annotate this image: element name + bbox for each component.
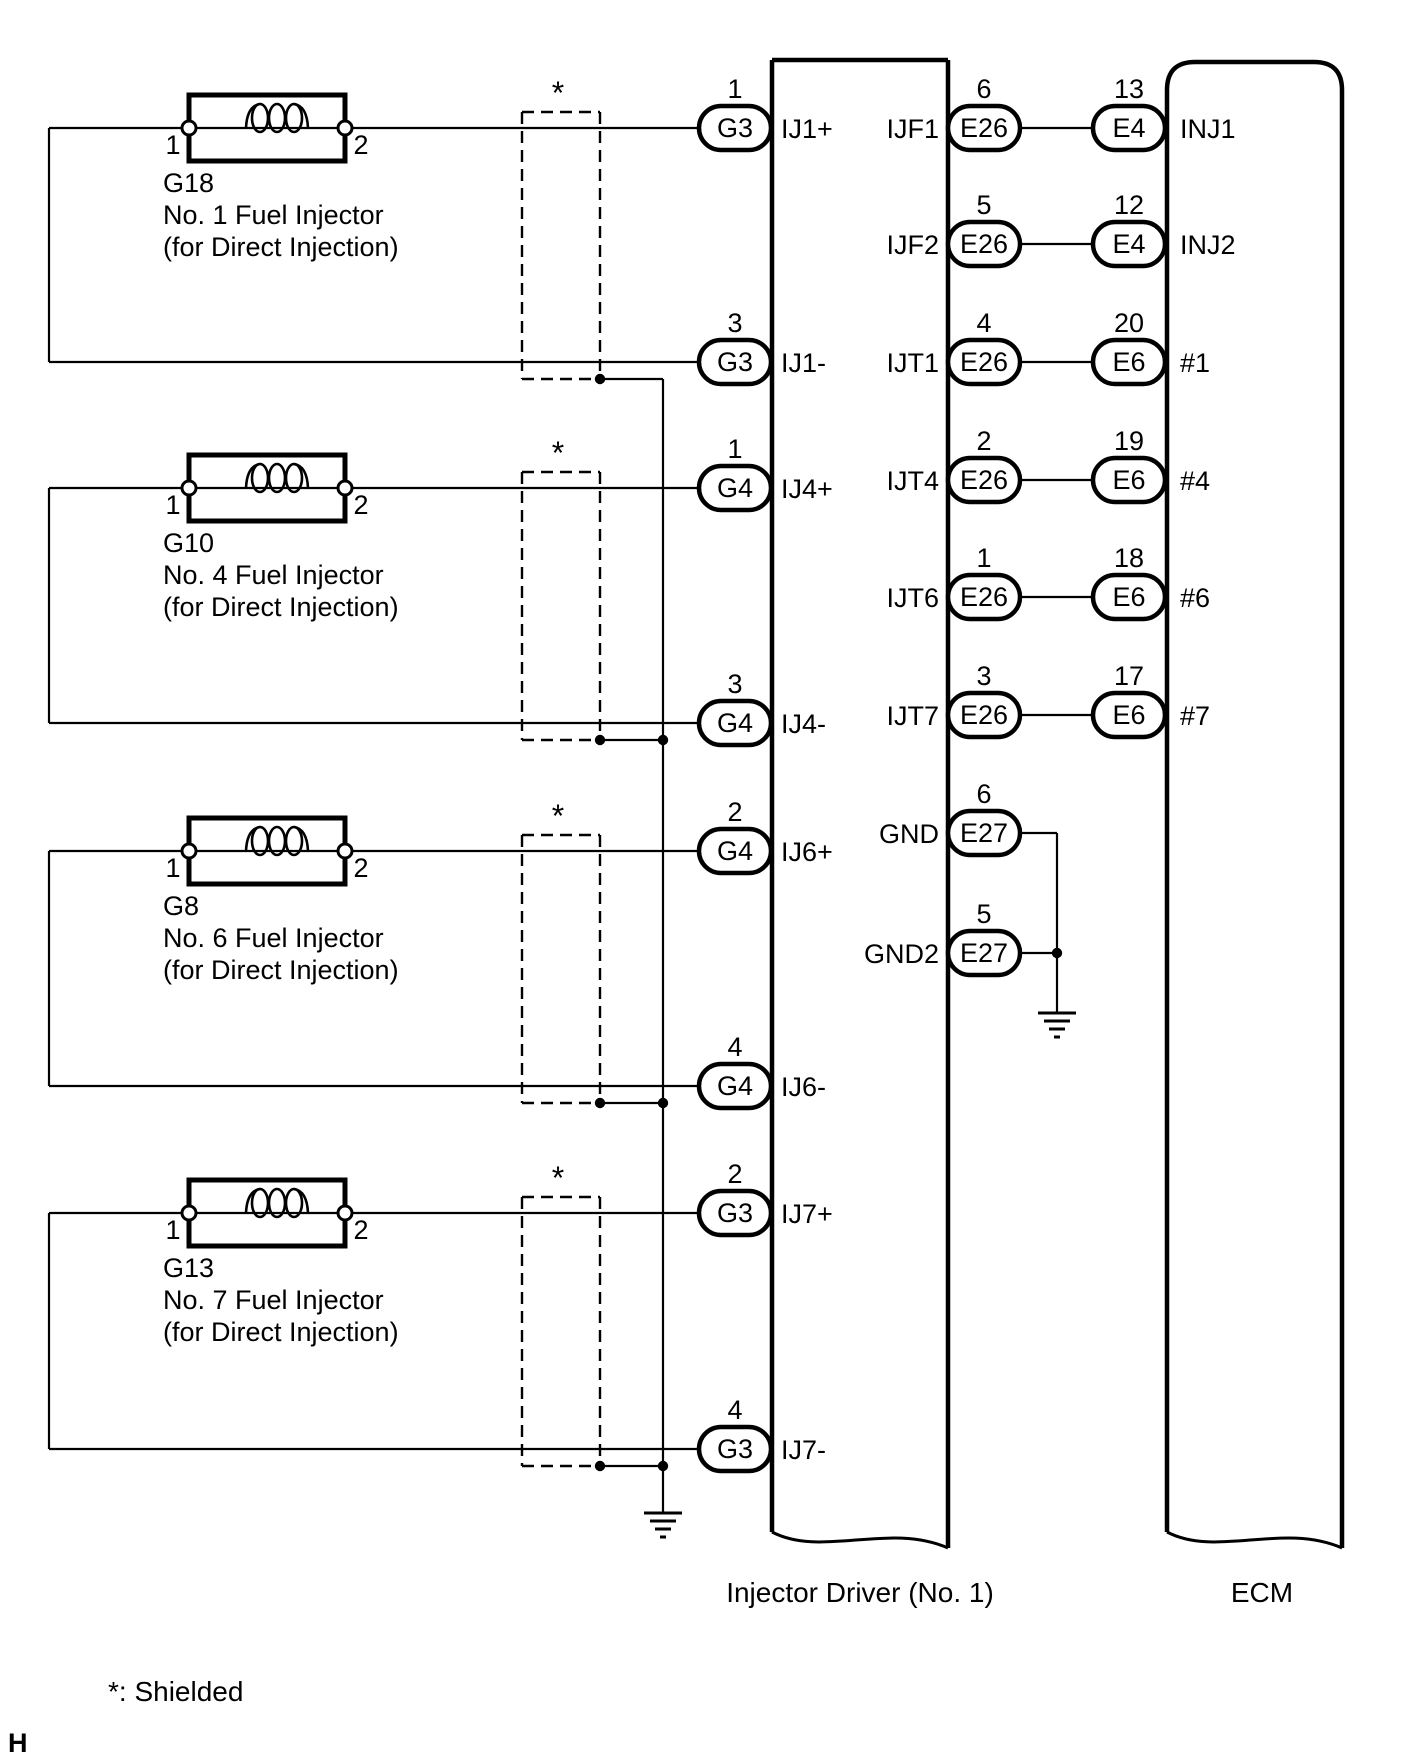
terminal-circle — [182, 481, 196, 495]
driver-terminal-label: IJT7 — [886, 701, 939, 731]
driver-output-row-ijt1 — [886, 308, 1210, 384]
driver-output-row-gnd — [879, 779, 1057, 953]
injector-code: G13 — [163, 1253, 215, 1283]
pin-number: 3 — [727, 308, 743, 338]
injector-desc: (for Direct Injection) — [163, 955, 399, 985]
driver-output-row-ijf1 — [886, 74, 1235, 150]
terminal-circle — [338, 481, 352, 495]
ecm-outline — [1167, 62, 1342, 1548]
connector-code: E26 — [959, 113, 1009, 143]
connector-code: E26 — [959, 229, 1009, 259]
terminal-number: 2 — [353, 490, 369, 520]
connector-code: E6 — [1112, 582, 1146, 612]
terminal-number: 2 — [353, 130, 369, 160]
driver-terminal-label: IJT4 — [886, 466, 939, 496]
injector-desc: (for Direct Injection) — [163, 232, 399, 262]
pin-number: 5 — [976, 190, 992, 220]
connector-oval — [1093, 106, 1165, 150]
connector-oval — [948, 106, 1020, 150]
driver-terminal-label: IJ7+ — [781, 1199, 833, 1229]
driver-output-row-ijt7 — [886, 661, 1210, 737]
junction-dot — [595, 735, 605, 745]
connector-code: G4 — [716, 708, 754, 738]
shield-asterisk: * — [551, 1160, 565, 1196]
ground-icon — [644, 1513, 682, 1537]
injector-desc: No. 4 Fuel Injector — [163, 560, 384, 590]
terminal-number: 1 — [165, 1215, 181, 1245]
page-marker: H — [8, 1728, 28, 1758]
junction-dot — [658, 1098, 668, 1108]
connector-oval — [1093, 458, 1165, 502]
injector-code: G18 — [163, 168, 215, 198]
pin-number: 4 — [727, 1032, 743, 1062]
junction-dot — [595, 1098, 605, 1108]
pin-number: 4 — [976, 308, 992, 338]
ecm-label: ECM — [1230, 1577, 1294, 1608]
junction-dot — [595, 1461, 605, 1471]
connector-code: G3 — [716, 113, 754, 143]
terminal-number: 1 — [165, 490, 181, 520]
driver-output-row-ijf2 — [886, 190, 1235, 266]
driver-output-row-gnd2 — [864, 899, 1076, 1037]
terminal-circle — [338, 121, 352, 135]
connector-oval — [699, 106, 771, 150]
connector-code: G3 — [716, 1434, 754, 1464]
terminal-circle — [182, 1206, 196, 1220]
injector-code: G10 — [163, 528, 215, 558]
connector-oval — [948, 811, 1020, 855]
ecm-terminal-label: INJ1 — [1180, 114, 1236, 144]
injector-code: G8 — [163, 891, 200, 921]
pin-number: 17 — [1113, 661, 1145, 691]
connector-oval — [699, 1427, 771, 1471]
shield-asterisk: * — [551, 75, 565, 111]
connector-code: E26 — [959, 347, 1009, 377]
injector-circuit-g18 — [49, 74, 833, 384]
injector-circuit-g13 — [49, 1159, 833, 1471]
connector-oval — [1093, 693, 1165, 737]
injector-desc: No. 7 Fuel Injector — [163, 1285, 384, 1315]
driver-terminal-label: IJ4+ — [781, 474, 833, 504]
driver-terminal-label: IJ1- — [781, 348, 827, 378]
terminal-number: 2 — [353, 1215, 369, 1245]
pin-number: 2 — [976, 426, 992, 456]
connector-oval — [948, 340, 1020, 384]
driver-terminal-label: IJ7- — [781, 1435, 827, 1465]
pin-number: 1 — [727, 74, 743, 104]
connector-oval — [948, 222, 1020, 266]
driver-terminal-label: IJ1+ — [781, 114, 833, 144]
connector-code: E6 — [1112, 465, 1146, 495]
terminal-circle — [182, 844, 196, 858]
driver-terminal-label: IJ4- — [781, 709, 827, 739]
terminal-number: 1 — [165, 130, 181, 160]
connector-oval — [699, 701, 771, 745]
pin-number: 6 — [976, 779, 992, 809]
connector-code: E6 — [1112, 700, 1146, 730]
injector-driver-label: Injector Driver (No. 1) — [726, 1577, 994, 1608]
terminal-number: 1 — [165, 853, 181, 883]
ground-icon — [1038, 1013, 1076, 1037]
driver-terminal-label: IJF2 — [886, 230, 939, 260]
driver-terminal-label: GND2 — [863, 939, 939, 969]
torn-edge — [1167, 1532, 1342, 1548]
pin-number: 6 — [976, 74, 992, 104]
connector-oval — [699, 1191, 771, 1235]
driver-output-row-ijt4 — [886, 426, 1210, 502]
ecm-terminal-label: #4 — [1180, 466, 1211, 496]
connector-code: E27 — [959, 938, 1009, 968]
connector-code: G3 — [716, 347, 754, 377]
connector-oval — [1093, 575, 1165, 619]
driver-terminal-label: IJ6+ — [781, 837, 833, 867]
pin-number: 4 — [727, 1395, 743, 1425]
pin-number: 20 — [1113, 308, 1145, 338]
injector-desc: No. 1 Fuel Injector — [163, 200, 384, 230]
connector-code: E27 — [959, 818, 1009, 848]
torn-edge — [772, 1532, 948, 1548]
connector-oval — [948, 458, 1020, 502]
ecm-box — [1167, 62, 1342, 1608]
injector-desc: (for Direct Injection) — [163, 1317, 399, 1347]
shield-drain-bus — [644, 379, 682, 1537]
junction-dot — [658, 1461, 668, 1471]
shield-box — [522, 75, 663, 384]
shield-box — [522, 798, 668, 1108]
injector-circuit-g8 — [49, 797, 833, 1108]
shielded-footnote: *: Shielded — [108, 1676, 244, 1707]
connector-oval — [948, 693, 1020, 737]
connector-code: E4 — [1112, 229, 1146, 259]
pin-number: 3 — [727, 669, 743, 699]
driver-terminal-label: IJF1 — [886, 114, 939, 144]
connector-oval — [699, 466, 771, 510]
driver-terminal-label: IJT6 — [886, 583, 939, 613]
pin-number: 5 — [976, 899, 992, 929]
connector-oval — [948, 931, 1020, 975]
injector-desc: (for Direct Injection) — [163, 592, 399, 622]
driver-output-row-ijt6 — [886, 543, 1210, 619]
connector-code: E26 — [959, 465, 1009, 495]
shield-box — [522, 435, 668, 745]
ecm-terminal-label: #1 — [1180, 348, 1211, 378]
shield-asterisk: * — [551, 798, 565, 834]
junction-dot — [658, 735, 668, 745]
pin-number: 13 — [1113, 74, 1145, 104]
shield-box — [522, 1160, 668, 1471]
shield-asterisk: * — [551, 435, 565, 471]
connector-oval — [699, 340, 771, 384]
connector-code: E26 — [959, 582, 1009, 612]
connector-code: E26 — [959, 700, 1009, 730]
injector-circuit-g10 — [49, 434, 833, 745]
connector-oval — [1093, 222, 1165, 266]
terminal-number: 2 — [353, 853, 369, 883]
terminal-circle — [338, 1206, 352, 1220]
connector-code: G4 — [716, 473, 754, 503]
junction-dot — [595, 374, 605, 384]
connector-oval — [948, 575, 1020, 619]
connector-code: G4 — [716, 836, 754, 866]
connector-oval — [1093, 340, 1165, 384]
connector-code: E6 — [1112, 347, 1146, 377]
driver-terminal-label: GND — [879, 819, 939, 849]
ecm-terminal-label: #6 — [1180, 583, 1211, 613]
pin-number: 19 — [1113, 426, 1145, 456]
ecm-terminal-label: INJ2 — [1180, 230, 1236, 260]
pin-number: 1 — [976, 543, 992, 573]
connector-oval — [699, 1064, 771, 1108]
pin-number: 18 — [1113, 543, 1145, 573]
injector-desc: No. 6 Fuel Injector — [163, 923, 384, 953]
connector-code: G3 — [716, 1198, 754, 1228]
driver-terminal-label: IJT1 — [886, 348, 939, 378]
pin-number: 1 — [727, 434, 743, 464]
connector-code: E4 — [1112, 113, 1146, 143]
pin-number: 2 — [727, 1159, 743, 1189]
pin-number: 2 — [727, 797, 743, 827]
driver-terminal-label: IJ6- — [781, 1072, 827, 1102]
connector-code: G4 — [716, 1071, 754, 1101]
pin-number: 12 — [1113, 190, 1145, 220]
ecm-terminal-label: #7 — [1180, 701, 1211, 731]
connector-oval — [699, 829, 771, 873]
terminal-circle — [182, 121, 196, 135]
terminal-circle — [338, 844, 352, 858]
pin-number: 3 — [976, 661, 992, 691]
